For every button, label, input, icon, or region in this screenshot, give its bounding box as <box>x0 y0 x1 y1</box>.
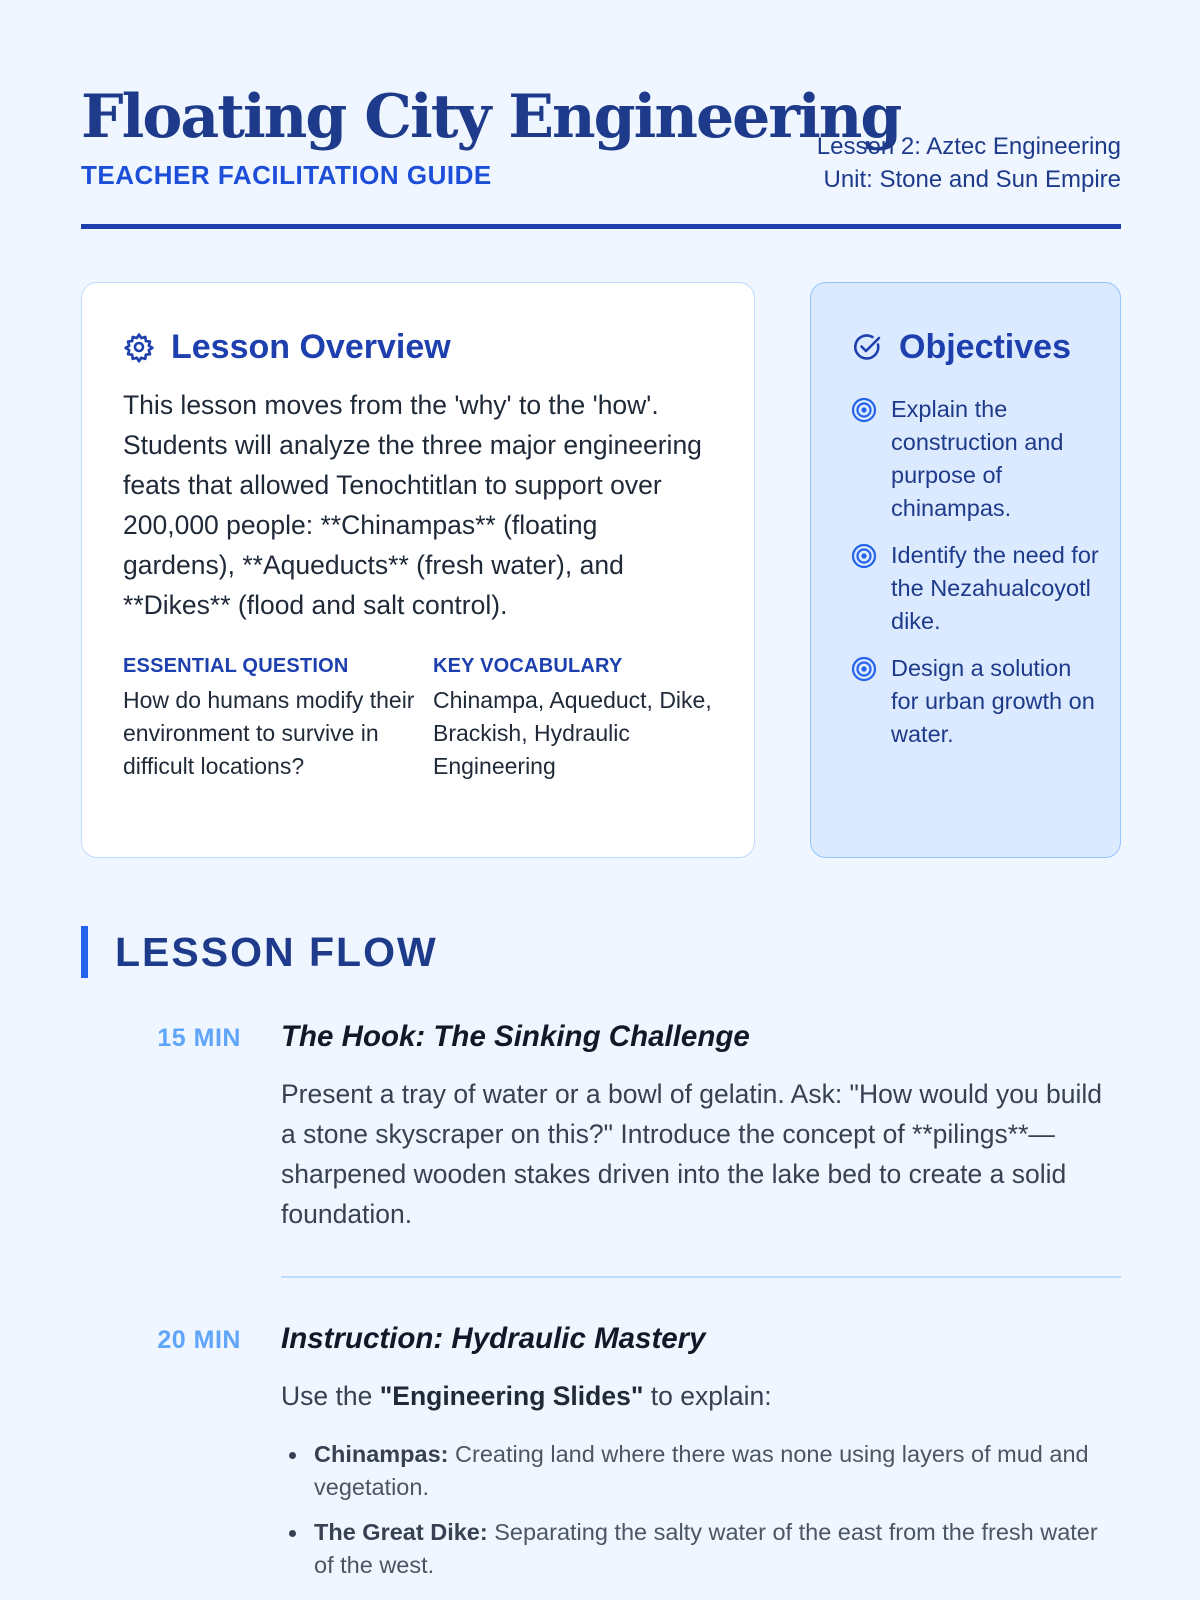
overview-title: Lesson Overview <box>171 327 451 366</box>
cards-row <box>81 282 1121 858</box>
objective-text: Identify the need for the Nezahualcoyotl dike. <box>891 542 1099 634</box>
lesson-flow-heading: LESSON FLOW <box>81 926 438 978</box>
gear-icon <box>123 331 155 363</box>
bullet-term: Chinampas: <box>314 1441 449 1467</box>
segment-body <box>281 1020 1121 1278</box>
objective-item <box>851 539 1100 638</box>
target-icon <box>851 543 877 569</box>
instruction-bullets <box>281 1438 1121 1582</box>
segment-title: The Hook: The Sinking Challenge <box>281 1020 750 1053</box>
objectives-card <box>810 282 1121 858</box>
bullet-item <box>281 1516 1121 1582</box>
target-icon <box>851 397 877 423</box>
segment-duration: 20 MIN <box>157 1326 241 1354</box>
segment-body <box>281 1322 1121 1594</box>
facilitation-guide-page <box>81 0 1121 1578</box>
overview-header <box>123 325 714 369</box>
bullet-item <box>281 1438 1121 1504</box>
bullet-text: Separating the salty water of the east from the fresh water of the west. <box>314 1519 1098 1578</box>
page-title: Floating City Engineering <box>81 82 901 152</box>
objective-text: Design a solution for urban growth on water. <box>891 655 1095 747</box>
objective-text: Explain the construction and purpose of chinampas. <box>891 396 1064 521</box>
segment-intro <box>281 1376 1121 1416</box>
objective-item <box>851 652 1100 751</box>
objective-item <box>851 393 1100 525</box>
segment-duration: 15 MIN <box>157 1024 241 1052</box>
check-circle-icon <box>851 331 883 363</box>
objectives-header <box>851 325 1100 369</box>
page-subtitle: TEACHER FACILITATION GUIDE <box>81 160 492 190</box>
key-vocabulary-text: Chinampa, Aqueduct, Dike, Brackish, Hydraulic Engineering <box>433 687 712 779</box>
unit-name: Unit: Stone and Sun Empire <box>823 166 1121 193</box>
bullet-term: The Great Dike: <box>314 1519 488 1545</box>
essential-question-label: ESSENTIAL QUESTION <box>123 655 349 677</box>
segment-divider <box>281 1276 1121 1278</box>
segment-text: Present a tray of water or a bowl of gelatin. Ask: "How would you build a stone skyscraper on this?" Introduce the concept of **pilings**—sharpened wooden stakes driven into the lake bed to create a solid foundation. <box>281 1079 1103 1229</box>
essential-question <box>123 655 433 783</box>
key-vocabulary <box>433 655 713 783</box>
header <box>81 0 1121 229</box>
bullet-text: Creating land where there was none using layers of mud and vegetation. <box>314 1441 1089 1500</box>
slides-reference: "Engineering Slides" <box>379 1381 644 1411</box>
objectives-title: Objectives <box>899 327 1071 366</box>
overview-details <box>123 655 714 783</box>
essential-question-text: How do humans modify their environment to survive in difficult locations? <box>123 687 415 779</box>
lesson-meta <box>817 130 1121 196</box>
objectives-list <box>851 393 1100 751</box>
segment-intro-after: to explain: <box>643 1381 772 1411</box>
segment-intro-before: Use the <box>281 1381 380 1411</box>
segment-title: Instruction: Hydraulic Mastery <box>281 1322 706 1355</box>
lesson-number: Lesson 2: Aztec Engineering <box>816 133 1121 160</box>
lesson-overview-card <box>81 282 755 858</box>
overview-text: This lesson moves from the 'why' to the 'how'. Students will analyze the three major engineering feats that allowed Tenochtitlan to support over 200,000 people: **Chinampas** (floating gardens), **Aqueducts** (fresh water), and **Dikes** (flood and salt control). <box>123 390 702 620</box>
key-vocabulary-label: KEY VOCABULARY <box>433 655 623 677</box>
target-icon <box>851 656 877 682</box>
